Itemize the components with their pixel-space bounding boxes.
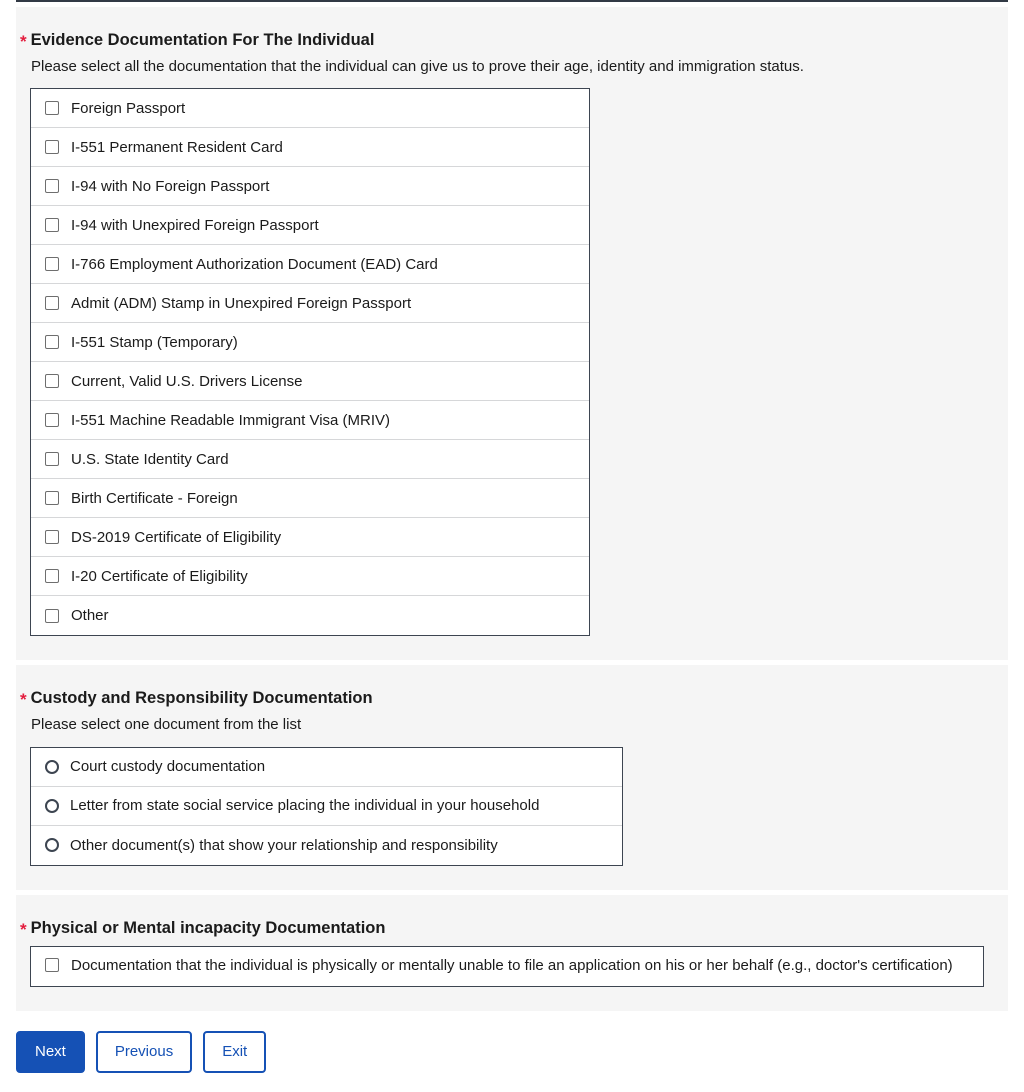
previous-button[interactable]: Previous [96, 1031, 192, 1073]
option-label: Court custody documentation [70, 758, 266, 775]
section-subtitle: Please select all the documentation that the individual can give us to prove their age, identity and immigration status. [31, 57, 804, 75]
option-label: Documentation that the individual is physically or mentally unable to file an application on his or her behalf (e.g., doctor's certification) [71, 957, 953, 975]
section-incapacity-documentation [16, 895, 1008, 1012]
checkbox-option-row[interactable] [31, 128, 589, 167]
option-label: I-94 with No Foreign Passport [71, 177, 270, 195]
next-button[interactable]: Next [16, 1031, 85, 1073]
checkbox-option-row[interactable] [31, 479, 589, 518]
checkbox[interactable] [45, 335, 59, 349]
radio-option-row[interactable] [31, 826, 622, 865]
required-asterisk: * [20, 919, 27, 939]
section-heading [20, 689, 992, 709]
checkbox-option-row[interactable] [31, 518, 589, 557]
checkbox[interactable] [45, 374, 59, 388]
checkbox-option-row[interactable] [31, 245, 589, 284]
section-subtitle: Please select one document from the list [31, 716, 302, 734]
option-label: I-766 Employment Authorization Document (EAD) Card [71, 255, 438, 273]
option-label: Foreign Passport [71, 99, 186, 117]
checkbox-option-row[interactable] [31, 440, 589, 479]
option-label: Admit (ADM) Stamp in Unexpired Foreign Passport [71, 294, 412, 312]
option-label: Birth Certificate - Foreign [71, 489, 238, 507]
checkbox-option-row[interactable] [31, 362, 589, 401]
checkbox[interactable] [45, 140, 59, 154]
checkbox-option-row[interactable] [31, 284, 589, 323]
checkbox-option-row[interactable] [31, 323, 589, 362]
section-custody-documentation [16, 665, 1008, 889]
checkbox-option-row[interactable] [31, 167, 589, 206]
radio-option-row[interactable] [31, 748, 622, 787]
checkbox[interactable] [45, 257, 59, 271]
checkbox-option-row[interactable] [31, 557, 589, 596]
checkbox-option-row[interactable] [31, 401, 589, 440]
form-navigation [16, 1031, 1008, 1084]
option-label: I-551 Machine Readable Immigrant Visa (MRIV) [71, 411, 391, 429]
radio-option-row[interactable] [31, 787, 622, 826]
checkbox[interactable] [45, 413, 59, 427]
option-label: I-551 Stamp (Temporary) [71, 333, 238, 351]
previous-section-divider [16, 0, 1008, 2]
checkbox[interactable] [45, 569, 59, 583]
option-label: Other [71, 607, 109, 625]
option-label: Letter from state social service placing the individual in your household [70, 797, 540, 814]
option-label: Other document(s) that show your relationship and responsibility [70, 836, 498, 854]
checkbox[interactable] [45, 179, 59, 193]
radio-button[interactable] [45, 838, 59, 852]
checkbox[interactable] [45, 530, 59, 544]
section-title: Custody and Responsibility Documentation [30, 689, 373, 708]
incapacity-checkbox-list [30, 946, 984, 987]
exit-button[interactable]: Exit [203, 1031, 266, 1073]
checkbox[interactable] [45, 958, 59, 972]
checkbox[interactable] [45, 296, 59, 310]
section-title: Evidence Documentation For The Individual [30, 31, 375, 49]
checkbox[interactable] [45, 218, 59, 232]
checkbox[interactable] [45, 101, 59, 115]
custody-radio-list [30, 747, 623, 866]
radio-button[interactable] [45, 799, 59, 813]
option-label: I-94 with Unexpired Foreign Passport [71, 216, 319, 234]
checkbox[interactable] [45, 452, 59, 466]
required-asterisk: * [20, 690, 27, 710]
checkbox-option-row[interactable] [31, 89, 589, 128]
required-asterisk: * [20, 32, 27, 51]
evidence-checkbox-list [30, 88, 590, 636]
section-heading [20, 919, 992, 939]
section-heading [20, 31, 992, 51]
option-label: I-20 Certificate of Eligibility [71, 567, 248, 585]
option-label: Current, Valid U.S. Drivers License [71, 372, 303, 390]
option-label: U.S. State Identity Card [71, 450, 229, 468]
checkbox-option-row[interactable] [31, 206, 589, 245]
checkbox-option-row[interactable] [31, 947, 983, 986]
checkbox[interactable] [45, 609, 59, 623]
checkbox[interactable] [45, 491, 59, 505]
checkbox-option-row[interactable] [31, 596, 589, 635]
option-label: I-551 Permanent Resident Card [71, 138, 283, 156]
radio-button[interactable] [45, 760, 59, 774]
option-label: DS-2019 Certificate of Eligibility [71, 528, 282, 546]
section-title: Physical or Mental incapacity Documentation [30, 918, 386, 937]
section-evidence-documentation [16, 7, 1008, 660]
